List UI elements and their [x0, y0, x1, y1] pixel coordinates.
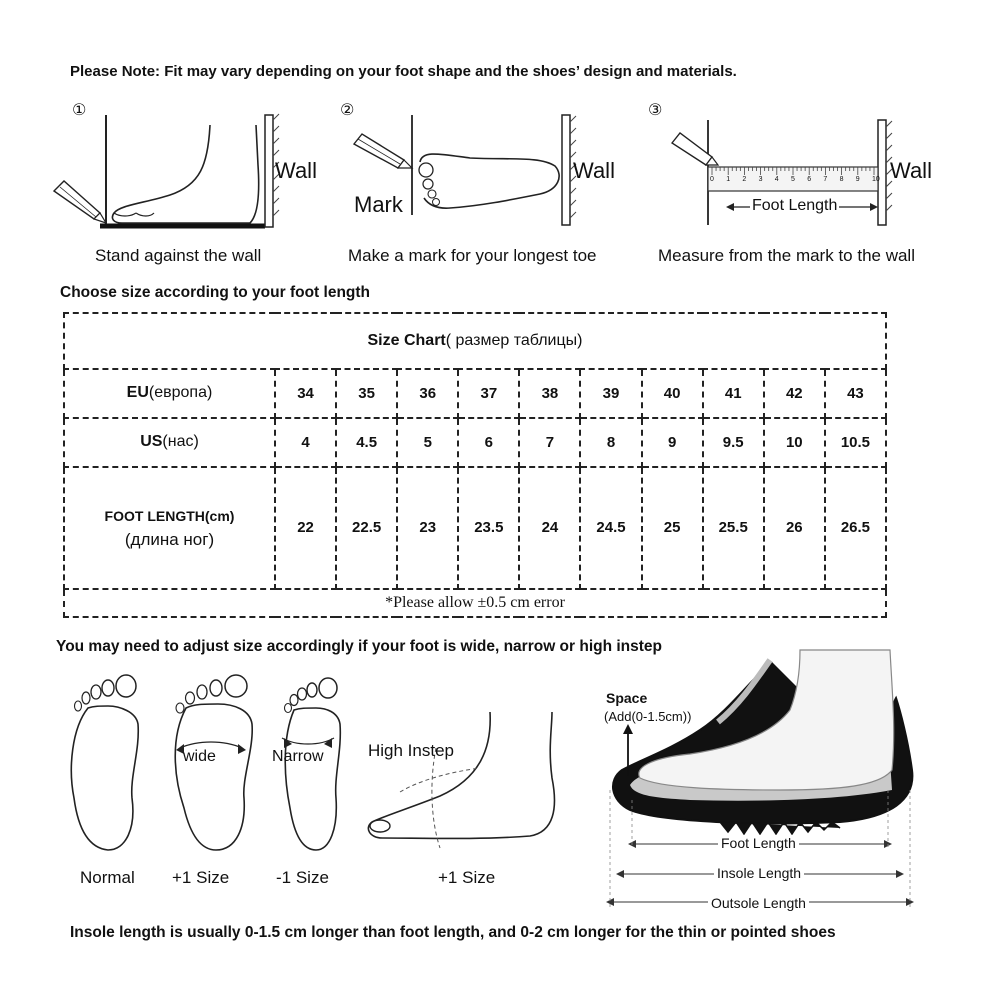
- us-size-cell: 4: [275, 418, 336, 467]
- ruler-tick-label: 6: [807, 176, 812, 183]
- ruler-tick-label: 8: [839, 176, 844, 183]
- us-size-cell: 8: [580, 418, 641, 467]
- stand-against-wall-illustration: [50, 105, 290, 235]
- step-3-caption: Measure from the mark to the wall: [658, 246, 915, 265]
- high-instep-label: High Instep: [368, 741, 454, 760]
- step-3-foot-length-label: Foot Length: [752, 197, 838, 214]
- eu-size-cell: 42: [764, 369, 825, 418]
- space-add-label: (Add(0-1.5cm)): [604, 709, 692, 724]
- ruler-tick-label: 7: [823, 176, 828, 183]
- eu-row-label: EU(европа): [64, 369, 275, 418]
- us-size-cell: 9: [642, 418, 703, 467]
- step-2-caption: Make a mark for your longest toe: [348, 246, 597, 265]
- eu-size-cell: 43: [825, 369, 886, 418]
- error-footnote: *Please allow ±0.5 cm error: [64, 589, 886, 617]
- wide-label: wide: [183, 748, 216, 765]
- ruler-tick-label: 0: [710, 176, 714, 183]
- us-size-cell: 4.5: [336, 418, 397, 467]
- fit-note: Please Note: Fit may vary depending on your foot shape and the shoes’ design and materials.: [70, 63, 737, 80]
- eu-size-cell: 38: [519, 369, 580, 418]
- eu-size-cell: 37: [458, 369, 519, 418]
- step-1-number: ①: [72, 100, 87, 119]
- us-size-cell: 5: [397, 418, 458, 467]
- us-size-cell: 9.5: [703, 418, 764, 467]
- foot-length-cell: 25: [642, 467, 703, 589]
- pencil-icon: [672, 133, 718, 165]
- step-1-wall-label: Wall: [275, 158, 317, 183]
- foot-length-cell: 26: [764, 467, 825, 589]
- step-3-wall-label: Wall: [890, 158, 932, 183]
- adjust-size-heading: You may need to adjust size accordingly if your foot is wide, narrow or high instep: [56, 638, 663, 655]
- foot-length-cell: 24.5: [580, 467, 641, 589]
- high-instep-foot-illustration: [360, 708, 560, 858]
- foot-length-cell: 23.5: [458, 467, 519, 589]
- ruler-tick-labels: [708, 176, 878, 188]
- pencil-icon: [354, 134, 412, 168]
- size-chart-title: Size Chart( размер таблицы): [64, 313, 886, 369]
- eu-size-cell: 34: [275, 369, 336, 418]
- eu-size-cell: 39: [580, 369, 641, 418]
- normal-caption: Normal: [80, 868, 135, 887]
- ruler-tick-label: 10: [872, 176, 880, 183]
- narrow-caption: -1 Size: [276, 868, 329, 887]
- foot-length-cell: 23: [397, 467, 458, 589]
- normal-foot-illustration: [60, 668, 150, 858]
- space-label: Space: [606, 690, 648, 706]
- wide-caption: +1 Size: [172, 868, 230, 887]
- insole-length-label: Insole Length: [714, 865, 804, 881]
- step-2-wall-label: Wall: [573, 158, 615, 183]
- step-2-number: ②: [340, 100, 355, 119]
- eu-size-cell: 36: [397, 369, 458, 418]
- foot-length-row-label: FOOT LENGTH(cm) (длина ног): [64, 467, 275, 589]
- step-1-caption: Stand against the wall: [95, 246, 262, 265]
- eu-size-cell: 41: [703, 369, 764, 418]
- us-size-cell: 6: [458, 418, 519, 467]
- ruler-tick-label: 4: [774, 176, 779, 183]
- ruler-tick-label: 1: [726, 176, 731, 183]
- foot-length-cell: 24: [519, 467, 580, 589]
- us-size-cell: 10: [764, 418, 825, 467]
- foot-length-cell: 22: [275, 467, 336, 589]
- outsole-length-label: Outsole Length: [708, 895, 809, 911]
- us-size-cell: 10.5: [825, 418, 886, 467]
- ruler-tick-label: 5: [791, 176, 795, 183]
- high-instep-caption: +1 Size: [438, 868, 496, 887]
- foot-length-cell: 25.5: [703, 467, 764, 589]
- us-size-cell: 7: [519, 418, 580, 467]
- eu-size-cell: 40: [642, 369, 703, 418]
- us-row-label: US(нас): [64, 418, 275, 467]
- narrow-label: Narrow: [272, 748, 324, 765]
- eu-size-cell: 35: [336, 369, 397, 418]
- foot-length-cell: 26.5: [825, 467, 886, 589]
- step-2-mark-label: Mark: [354, 192, 403, 217]
- ruler-tick-label: 2: [742, 176, 747, 183]
- ruler-tick-label: 9: [855, 176, 860, 183]
- size-chart: [63, 312, 887, 618]
- foot-length-cell: 22.5: [336, 467, 397, 589]
- step-3-number: ③: [648, 100, 663, 119]
- pencil-icon: [54, 181, 106, 223]
- shoe-foot-length-label: Foot Length: [718, 835, 799, 851]
- ruler-tick-label: 3: [758, 176, 763, 183]
- insole-note: Insole length is usually 0-1.5 cm longer than foot length, and 0-2 cm longer for the thin or pointed shoes: [70, 924, 836, 941]
- choose-size-heading: Choose size according to your foot length: [60, 284, 371, 301]
